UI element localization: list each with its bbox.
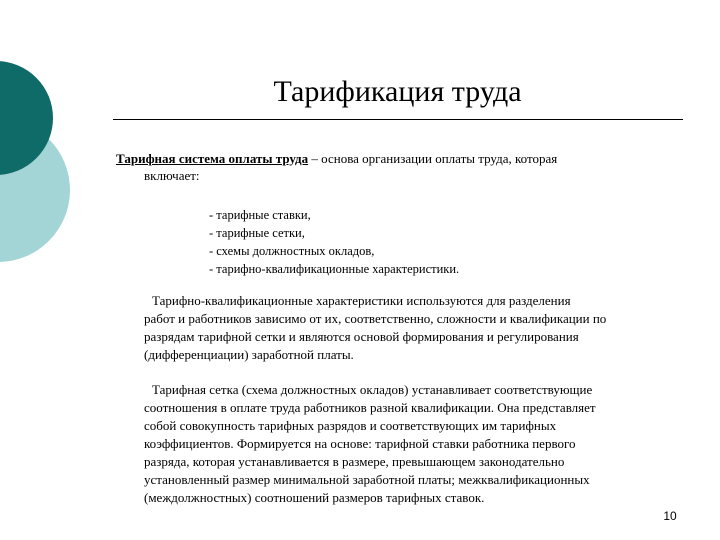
- title-divider: [113, 119, 683, 120]
- list-item: - тарифно-квалификационные характеристики.: [209, 262, 460, 276]
- list-item: - тарифные сетки,: [209, 226, 305, 240]
- slide-title: Тарификация труда: [273, 75, 522, 108]
- paragraph-line: разрядам тарифной сетки и являются основой формирования и регулирования: [144, 329, 579, 344]
- paragraph-line: коэффициентов. Формируется на основе: тарифной ставки работника первого: [144, 436, 576, 451]
- intro-definition: [116, 150, 557, 184]
- intro-continuation: включает:: [144, 168, 200, 183]
- paragraph-line: соотношения в оплате труда работников разной квалификации. Она представляет: [144, 400, 596, 415]
- list-item: - тарифные ставки,: [209, 208, 311, 222]
- paragraph-tariff-grid: [144, 381, 596, 507]
- paragraph-line: Тарифно-квалификационные характеристики используются для разделения: [152, 293, 571, 308]
- intro-rest: – основа организации оплаты труда, которая: [308, 151, 558, 166]
- decorative-circles: [0, 0, 90, 290]
- paragraph-qualification: [144, 292, 606, 364]
- list-item: - схемы должностных окладов,: [209, 244, 375, 258]
- paragraph-line: Тарифная сетка (схема должностных окладов) устанавливает соответствующие: [152, 382, 593, 397]
- intro-term: Тарифная система оплаты труда: [116, 151, 309, 166]
- paragraph-line: работ и работников зависимо от их, соответственно, сложности и квалификации по: [144, 311, 607, 326]
- paragraph-line: установленный размер минимальной заработной платы; межквалификационных: [144, 472, 590, 487]
- paragraph-line: (междолжностных) соотношений размеров тарифных ставок.: [144, 490, 485, 505]
- paragraph-line: собой совокупность тарифных разрядов и соответствующих им тарифных: [144, 418, 557, 433]
- paragraph-line: разряда, которая устанавливается в размере, превышающем законодательно: [144, 454, 565, 469]
- paragraph-line: (дифференциации) заработной платы.: [144, 347, 354, 362]
- page-number: 10: [663, 509, 677, 523]
- components-list: [209, 206, 459, 278]
